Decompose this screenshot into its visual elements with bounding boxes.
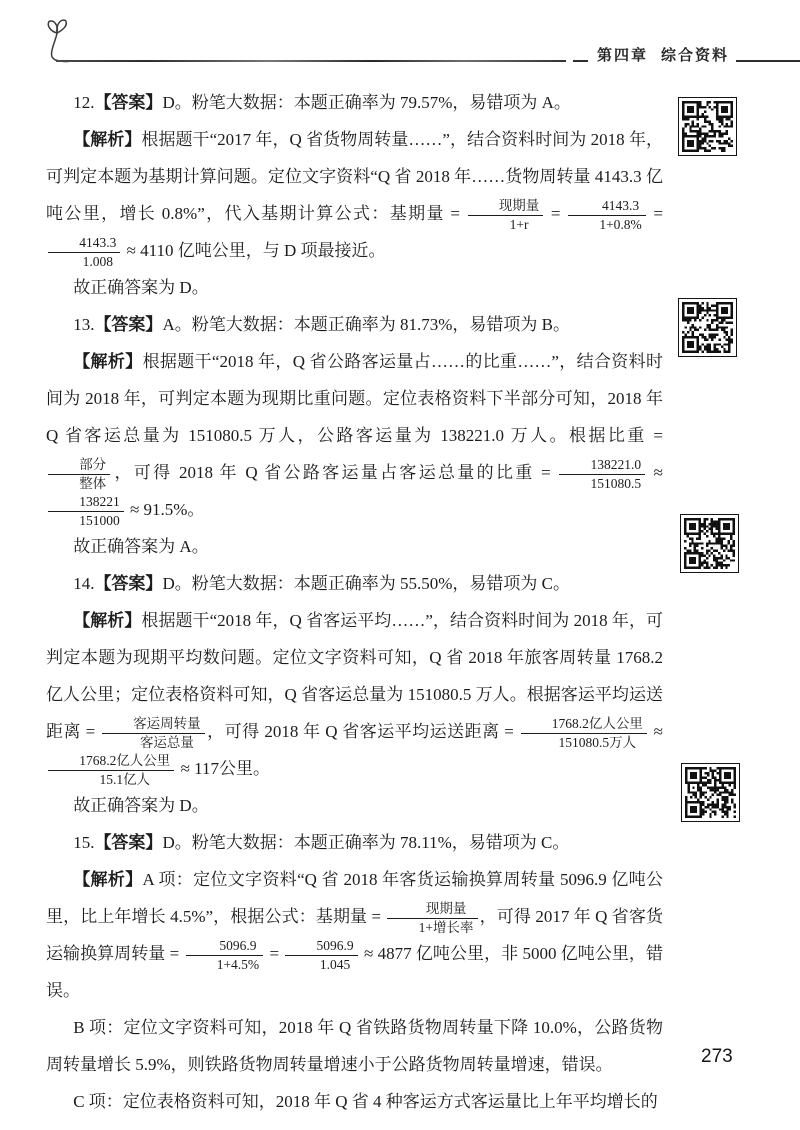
fraction-denominator: 1.045 (319, 956, 351, 972)
answer-item-12 (46, 84, 663, 306)
fraction (186, 938, 264, 973)
answer-item-14 (46, 565, 663, 824)
bold-label: 【答案】 (94, 833, 163, 852)
fraction-denominator: 1+4.5% (216, 956, 260, 972)
fraction-denominator: 151080.5万人 (558, 734, 637, 750)
conclusion: 故正确答案为 A。 (73, 537, 209, 556)
fraction-denominator: 1+0.8% (599, 216, 642, 232)
answer-line: 15.【答案】D。粉笔大数据：本题正确率为 78.11%，易错项为 C。 (73, 833, 570, 852)
fraction-denominator: 151000 (79, 512, 120, 528)
fraction (48, 235, 120, 270)
fraction (48, 494, 124, 529)
sprout-logo-icon (38, 16, 76, 64)
fraction-denominator: 15.1亿人 (99, 771, 151, 787)
fraction (48, 457, 110, 492)
fraction-numerator: 1768.2亿人公里 (521, 716, 647, 734)
section-label: 综合资料 (661, 47, 730, 64)
running-head (597, 44, 729, 65)
bold-label: 【解析】 (73, 611, 142, 630)
bold-label: 【解析】 (73, 130, 142, 149)
answer-line: 13.【答案】A。粉笔大数据：本题正确率为 81.73%，易错项为 B。 (73, 315, 570, 334)
fraction-numerator: 部分 (48, 457, 110, 475)
answer-item-15 (46, 824, 663, 1120)
fraction-denominator: 1+r (509, 216, 529, 232)
bold-label: 【答案】 (94, 93, 163, 112)
header-rule-dash (573, 60, 588, 62)
fraction (285, 938, 357, 973)
fraction (468, 198, 544, 233)
bold-label: 【答案】 (94, 574, 163, 593)
bold-label: 【解析】 (73, 870, 143, 889)
analysis: 【解析】根据题干“2018 年，Q 省客运平均……”，结合资料时间为 2018 年，可判定本题为现期平均数问题。定位文字资料可知，Q 省 2018 年旅客周转量 1768.2 亿人公里；定位表格资料可知，Q 省客运总量为 151080.5 万人。根据客运平均运送距离 = $\frac{\text{客运周转量}}{\text{客运总量}}$ ，可得 2018 年 Q 省客运平均运送距离 = $\frac{\text{1768.2亿人公里}}{\text{151080.5万人}}$ ≈ $\frac{\text{1768.2亿人公里}}{\text{15.1亿人}}$ ≈ 117公里。 (46, 611, 664, 787)
qr-code-icon (681, 763, 740, 822)
fraction (48, 753, 174, 788)
fraction-denominator: 客运总量 (139, 734, 194, 750)
header-rule (56, 60, 566, 62)
fraction-numerator: 4143.3 (568, 198, 646, 216)
fraction (387, 901, 477, 936)
fraction-denominator: 1+增长率 (418, 919, 474, 935)
fraction-numerator: 客运周转量 (102, 716, 205, 734)
fraction-numerator: 现期量 (468, 198, 544, 216)
fraction (521, 716, 647, 751)
conclusion: 故正确答案为 D。 (73, 796, 209, 815)
fraction-numerator: 4143.3 (48, 235, 120, 253)
analysis-option-b: B 项：定位文字资料可知，2018 年 Q 省铁路货物周转量下降 10.0%，公路货物周转量增长 5.9%，则铁路货物周转量增速小于公路货物周转量增速，错误。 (46, 1018, 663, 1074)
answer-line: 14.【答案】D。粉笔大数据：本题正确率为 55.50%，易错项为 C。 (73, 574, 570, 593)
page-number: 273 (701, 1046, 733, 1067)
answer-item-13 (46, 306, 663, 565)
fraction-numerator: 现期量 (387, 901, 477, 919)
fraction-denominator: 整体 (79, 475, 107, 491)
bold-label: 【答案】 (94, 315, 163, 334)
analysis: 【解析】根据题干“2018 年，Q 省公路客运量占……的比重……”，结合资料时间为 2018 年，可判定本题为现期比重问题。定位表格资料下半部分可知，2018 年 Q 省客运总量为 151080.5 万人，公路客运量为 138221.0 万人。根据比重 = $\frac{\text{部分}}{\text{整体}}$ ，可得 2018 年 Q 省公路客运量占客运总量的比重 = $\frac{138221.0}{151080.5}$ ≈ $\frac{138221}{151000}$ ≈ 91.5%。 (46, 352, 663, 528)
fraction-numerator: 138221.0 (559, 457, 645, 475)
analysis-option-c: C 项：定位表格资料可知，2018 年 Q 省 4 种客运方式客运量比上年平均增长的 (73, 1092, 658, 1111)
fraction (568, 198, 646, 233)
fraction-numerator: 1768.2亿人公里 (48, 753, 174, 771)
solutions-content (46, 84, 663, 1120)
qr-code-icon (680, 514, 739, 573)
fraction-numerator: 5096.9 (285, 938, 357, 956)
conclusion: 故正确答案为 D。 (73, 278, 209, 297)
fraction (102, 716, 205, 751)
fraction-denominator: 1.008 (82, 253, 113, 269)
header-rule-right (736, 60, 800, 62)
fraction-denominator: 151080.5 (590, 475, 642, 491)
chapter-label: 第四章 (597, 47, 649, 64)
analysis: 【解析】根据题干“2017 年，Q 省货物周转量……”，结合资料时间为 2018 年，可判定本题为基期计算问题。定位文字资料“Q 省 2018 年……货物周转量 4143.3 亿吨公里，增长 0.8%”，代入基期计算公式：基期量 = $\frac{\text{现期量}}{1+r}$ = $\frac{4143.3}{1+0.8\%}$ = $\frac{4143.3}{1.008}$ ≈ 4110 亿吨公里，与 D 项最接近。 (46, 130, 664, 269)
qr-code-icon (678, 298, 737, 357)
fraction-numerator: 138221 (48, 494, 124, 512)
fraction (559, 457, 645, 492)
bold-label: 【解析】 (73, 352, 143, 371)
qr-code-icon (678, 97, 737, 156)
answer-line: 12.【答案】D。粉笔大数据：本题正确率为 79.57%，易错项为 A。 (73, 93, 571, 112)
fraction-numerator: 5096.9 (186, 938, 264, 956)
analysis-option-a: 【解析】A 项：定位文字资料“Q 省 2018 年客货运输换算周转量 5096.9 亿吨公里，比上年增长 4.5%”，根据公式：基期量 = $\frac{\text{现期量}}{\text{1+增长率}}$ ，可得 2017 年 Q 省客货运输换算周转量 = $\frac{5096.9}{1+4.5\%}$ = $\frac{5096.9}{1.045}$ ≈ 4877 亿吨公里，非 5000 亿吨公里，错误。 (46, 870, 664, 1000)
